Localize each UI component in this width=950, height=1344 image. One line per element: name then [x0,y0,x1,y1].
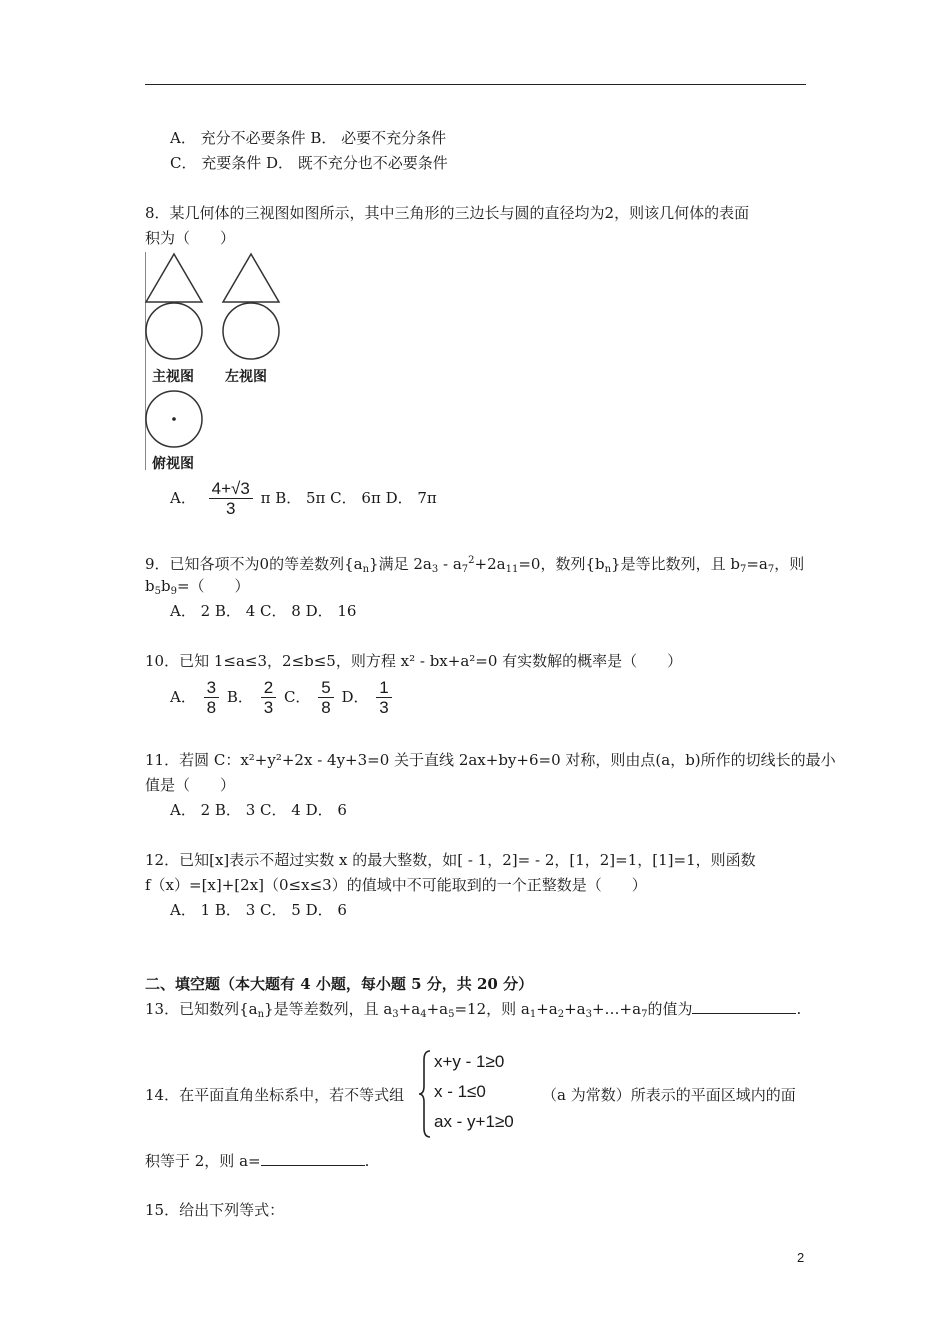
q8-options [170,478,437,518]
front-view-label: 主视图 [152,368,194,384]
q14-stem-prefix: 14．在平面直角坐标系中，若不等式组 [145,1086,405,1104]
q9-text-6: }是等比数列，且 b [611,555,740,573]
q7-options-row1: A． 充分不必要条件 B． 必要不充分条件 [170,129,447,147]
q8-stem-line1: 8．某几何体的三视图如图所示，其中三角形的三边长与圆的直径均为2，则该几何体的表面 [145,204,750,222]
left-view-label: 左视图 [225,368,267,384]
top-view-center-dot [172,417,176,421]
q10-option-c-den: 8 [321,698,331,717]
q13-text-2: }是等差数列，且 a [264,1000,393,1018]
inequality-row-3: ax - y+1≥0 [434,1112,514,1131]
q13-answer-blank[interactable] [692,999,796,1014]
q11-stem-line1: 11．若圆 C：x²+y²+2x - 4y+3=0 关于直线 2ax+by+6=0 对称，则由点(a，b)所作的切线长的最小 [145,751,836,769]
q10-options [170,676,395,718]
q9-text-5: =0，数列{b [518,555,605,573]
q7-options-row2: C． 充要条件 D． 既不充分也不必要条件 [170,154,448,172]
q10-option-b-label: B． [226,688,253,706]
q10-option-c-num: 5 [318,679,333,698]
left-brace-icon [418,1048,434,1140]
q8-stem-line2: 积为（ ） [145,229,236,247]
q9-text-4: +2a [474,555,506,573]
q14-answer-blank[interactable] [261,1151,365,1166]
q9-line2-b: b [160,577,171,595]
q13-text-9: 的值为 [647,1000,693,1018]
q10-option-d-num: 1 [376,679,391,698]
q13-text-8: +…+a [591,1000,642,1018]
q8-option-a-denominator: 3 [225,499,236,518]
q14-stem-suffix: （a 为常数）所表示的平面区域内的面 [542,1086,796,1104]
q10-option-d-den: 3 [379,698,389,717]
q13-stem: 13．已知数列$\{a_n\}$是等差数列，且 $a_3+a_4+a_5=12$，则 $a_1+a_2+a_3+\dots+a_7$的值为 . [145,1000,802,1020]
q11-options: A． 2 B． 3 C． 4 D． 6 [170,801,347,819]
q9-options: A． 2 B． 4 C． 8 D． 16 [170,602,357,620]
q10-option-a-num: 3 [204,679,219,698]
q9-stem-line1: 9．已知各项不为0的等差数列$\{a_n\}$满足 $2a_3 - a_7^2+2a_{11}=0$，数列$\{b_n\}$是等比数列，且 $b_7=a_7$，则 [145,555,805,575]
q13-text-5: =12，则 a [454,1000,530,1018]
q10-option-b-den: 3 [263,698,274,717]
q8-option-a-numerator: 4+√3 [209,480,253,499]
q15-stem: 15．给出下列等式： [145,1201,285,1219]
q10-option-d-fraction [376,679,391,717]
q8-option-a-label: A． [170,489,196,507]
q9-line2-c: =（ ） [176,577,250,595]
header-rule [145,84,806,85]
page-number: 2 [797,1250,805,1265]
q10-option-d-label: D． [341,688,369,706]
q10-option-b-num: 2 [261,679,276,698]
q12-stem-line2: f（x）=[x]+[2x]（0≤x≤3）的值域中不可能取到的一个正整数是（ ） [145,876,647,894]
q14-stem-line2 [145,1151,369,1171]
inequality-row-1: x+y - 1≥0 [434,1052,505,1071]
q9-text-7: =a [746,555,768,573]
q9-text-2: }满足 2a [369,555,432,573]
inequality-system [418,1048,538,1140]
q8-options-rest: π B． 5π C． 6π D． 7π [260,489,437,507]
front-view-circle [146,303,202,359]
q9-text-1: 9．已知各项不为0的等差数列{a [145,555,363,573]
left-view-triangle [223,254,279,302]
q10-option-a-den: 8 [206,698,217,717]
q13-end: . [796,1000,802,1018]
left-view-circle [223,303,279,359]
top-view-label: 俯视图 [152,455,194,471]
q12-stem-line1: 12．已知[x]表示不超过实数 x 的最大整数，如[ - 1，2]= - 2，[1，2]=1，[1]=1，则函数 [145,851,756,869]
q9-text-3: - a [438,555,462,573]
q8-option-a-fraction [209,480,253,518]
q14-line2-text: 积等于 2，则 a= [145,1152,261,1170]
q10-option-a-label: A． [170,688,196,706]
q12-options: A． 1 B． 3 C． 5 D． 6 [170,901,347,919]
front-view-triangle [146,254,202,302]
q9-text-8: ，则 [774,555,805,573]
q9-line2-a: b [145,577,155,595]
q10-option-a-fraction [204,679,219,717]
q13-text-1: 13．已知数列{a [145,1000,258,1018]
q14-end: . [364,1152,370,1170]
q10-option-b-fraction [261,679,276,717]
q13-text-3: +a [398,1000,421,1018]
q10-option-c-label: C． [283,688,311,706]
section2-heading: 二、填空题（本大题有 4 小题，每小题 5 分，共 20 分） [145,975,534,993]
inequality-row-2: x - 1≤0 [434,1082,486,1101]
q13-text-4: +a [426,1000,449,1018]
three-view-figure [145,252,285,472]
q9-stem-line2: $b_5b_9=$（ ） [145,577,250,597]
three-view-drawing [145,252,285,472]
q10-stem: 10．已知 1≤a≤3，2≤b≤5，则方程 x² - bx+a²=0 有实数解的概率是（ ） [145,652,683,670]
q11-stem-line2: 值是（ ） [145,776,236,794]
q10-option-c-fraction [318,679,333,717]
q13-text-7: +a [564,1000,586,1018]
q13-text-6: +a [536,1000,558,1018]
